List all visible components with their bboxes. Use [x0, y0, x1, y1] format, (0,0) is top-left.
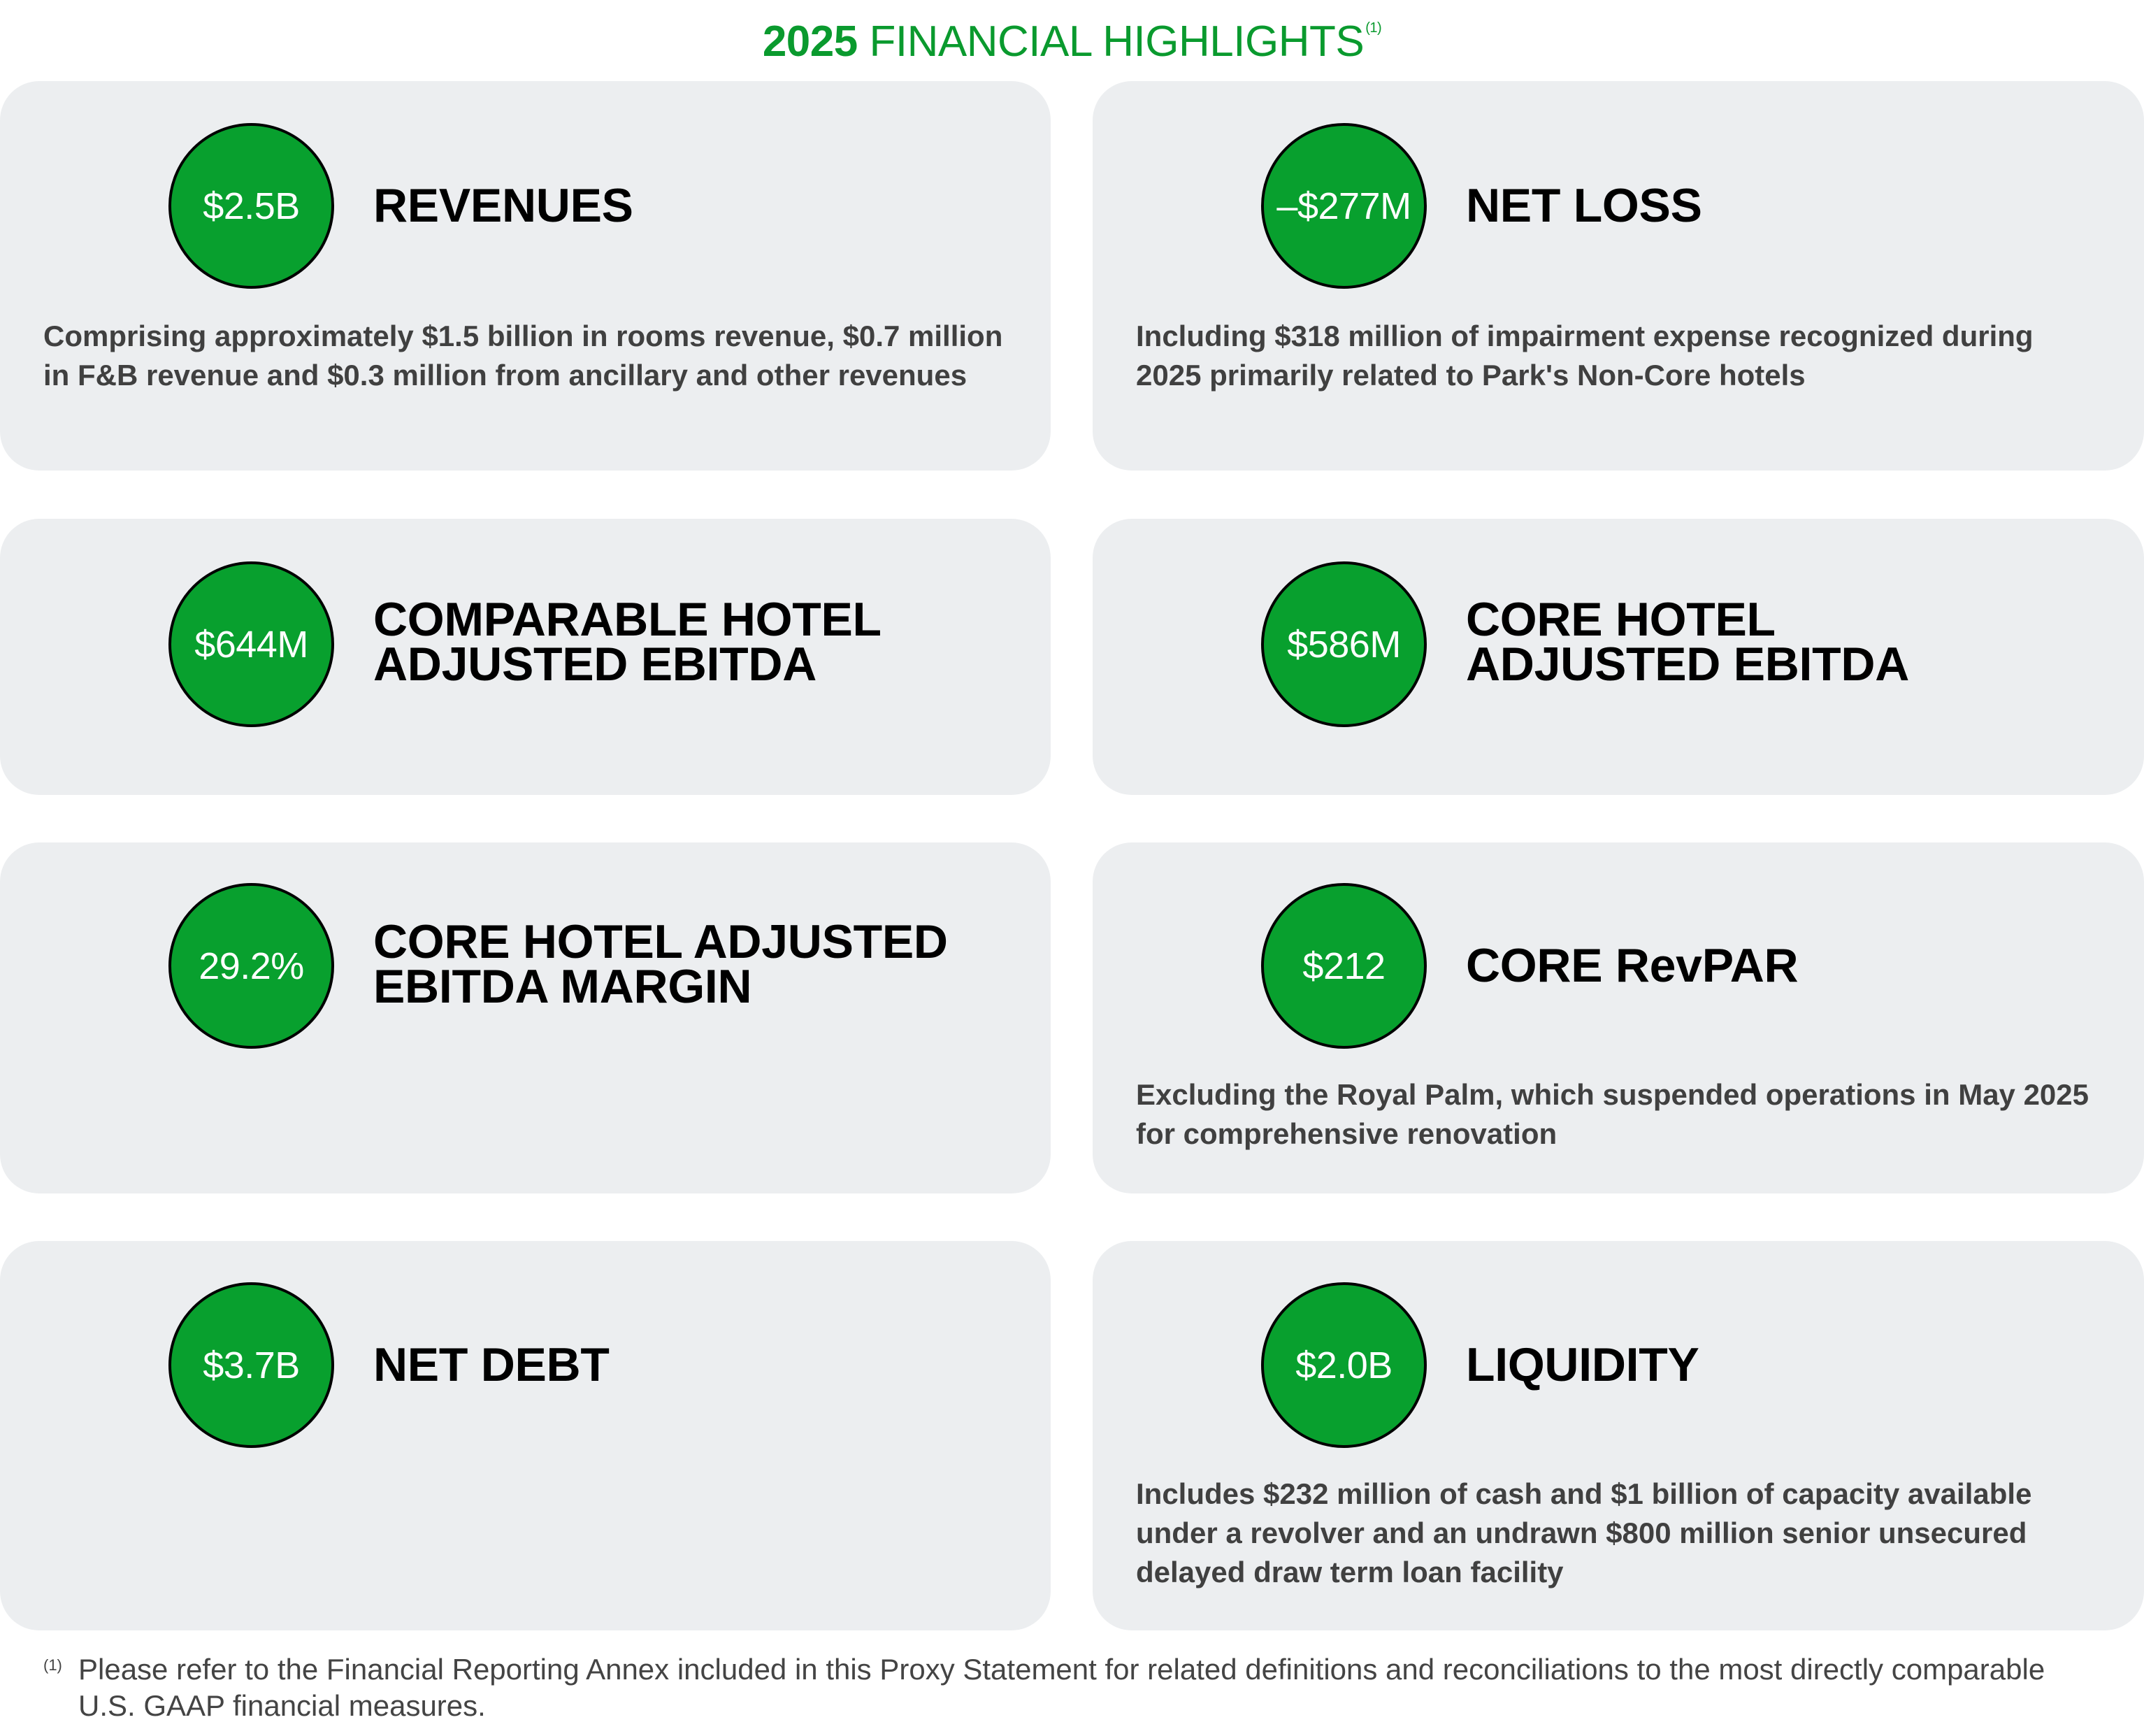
card-heading-line: COMPARABLE HOTEL	[373, 593, 882, 646]
card-heading-line: ADJUSTED EBITDA	[373, 638, 816, 691]
card-heading-line: CORE HOTEL ADJUSTED	[373, 915, 948, 968]
card-heading-line: CORE HOTEL	[1466, 593, 1776, 646]
card-heading	[373, 593, 882, 691]
card-net-loss	[1093, 81, 2144, 471]
card-comparable-hotel-adjusted-ebitda	[0, 519, 1051, 795]
footnote-text: Please refer to the Financial Reporting Annex included in this Proxy Statement for related definitions and reconciliations to the most directly comparable U.S. GAAP financial measures.	[78, 1653, 2045, 1722]
card-heading: REVENUES	[373, 179, 633, 232]
value-badge: $644M	[168, 561, 334, 727]
card-heading-line: ADJUSTED EBITDA	[1466, 638, 1909, 691]
card-heading	[1466, 593, 1909, 691]
card-net-debt	[0, 1241, 1051, 1630]
footnote	[43, 1651, 2085, 1724]
card-core-hotel-adjusted-ebitda-margin	[0, 842, 1051, 1193]
page-title	[0, 0, 2144, 66]
card-heading: CORE RevPAR	[1466, 939, 1799, 992]
title-year: 2025	[762, 17, 858, 66]
card-core-revpar	[1093, 842, 2144, 1193]
card-heading	[373, 915, 948, 1013]
card-revenues	[0, 81, 1051, 471]
value-badge: $3.7B	[168, 1282, 334, 1448]
card-heading: NET DEBT	[373, 1338, 610, 1391]
card-heading-line: EBITDA MARGIN	[373, 960, 752, 1013]
value-badge: –$277M	[1261, 123, 1427, 289]
card-heading: LIQUIDITY	[1466, 1338, 1699, 1391]
title-text: FINANCIAL HIGHLIGHTS	[869, 17, 1365, 66]
card-liquidity	[1093, 1241, 2144, 1630]
card-description: Including $318 million of impairment expense recognized during 2025 primarily related to Park's Non-Core hotels	[1136, 320, 2034, 392]
title-footnote-mark: (1)	[1365, 20, 1382, 36]
value-badge: 29.2%	[168, 883, 334, 1049]
card-core-hotel-adjusted-ebitda	[1093, 519, 2144, 795]
value-badge: $2.5B	[168, 123, 334, 289]
card-description: Excluding the Royal Palm, which suspended operations in May 2025 for comprehensive renovation	[1136, 1078, 2089, 1150]
value-badge: $2.0B	[1261, 1282, 1427, 1448]
value-badge: $586M	[1261, 561, 1427, 727]
value-badge: $212	[1261, 883, 1427, 1049]
card-heading: NET LOSS	[1466, 179, 1702, 232]
footnote-mark: (1)	[43, 1656, 62, 1674]
card-description: Comprising approximately $1.5 billion in rooms revenue, $0.7 million in F&B revenue and $0.3 million from ancillary and other revenues	[43, 320, 1003, 392]
card-description: Includes $232 million of cash and $1 billion of capacity available under a revolver and an undrawn $800 million senior unsecured delayed draw term loan facility	[1136, 1477, 2032, 1588]
